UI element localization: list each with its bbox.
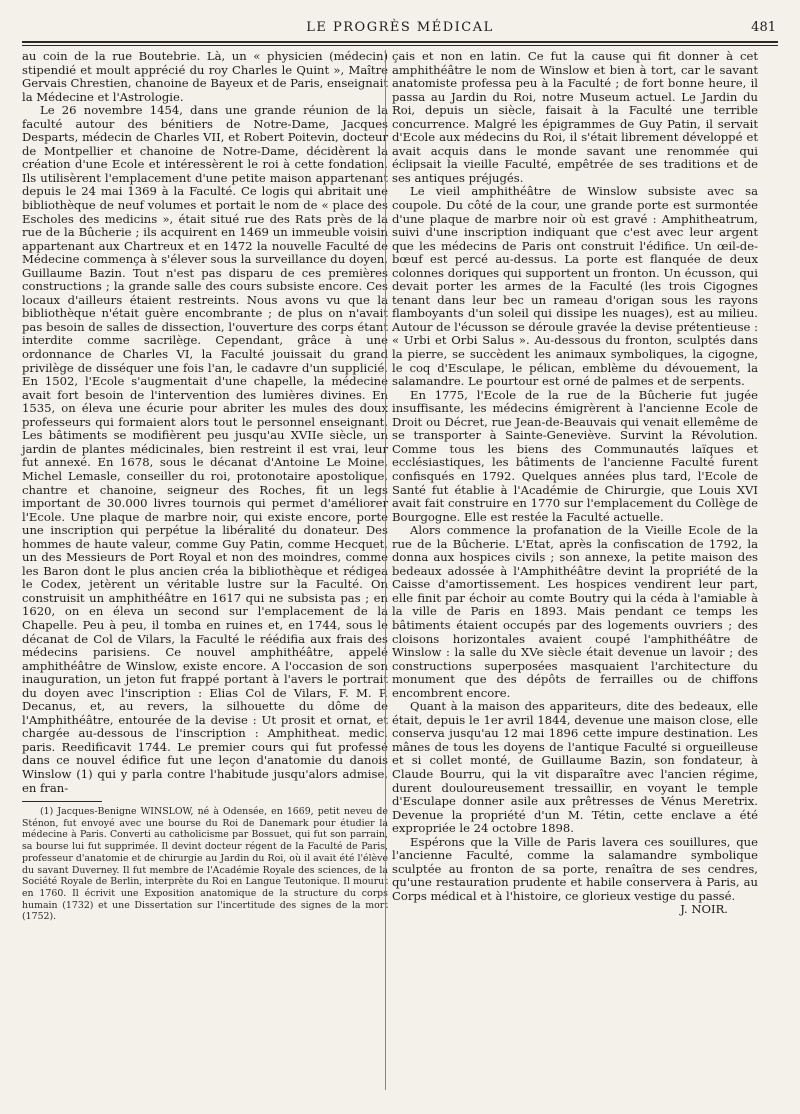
author-signature: J. NOIR. — [680, 902, 728, 917]
paragraph: Le 26 novembre 1454, dans une grande réunion de la faculté autour des bénitiers de Notre-Dame, Jacques Desparts, médecin de Charles VII, et Robert Poitevin, docteur de Montpellier et chanoine de Notre-Dame, décidèrent la création d'une Ecole et intéressèrent le roi à cette fondation. Ils utilisèrent l'emplacement d'une petite maison appartenant depuis le 24 mai 1369 à la Faculté. Ce logis qui abritait une bibliothèque de neuf volumes et portait le nom de « place des Escholes des medicins », était situé rue des Rats près de la rue de la Bûcherie ; ils acquirent en 1469 un immeuble voisin appartenant aux Chartreux et en 1472 la nouvelle Faculté de Médecine commença à s'élever sous la surveillance du doyen, Guillaume Bazin. Tout n'est pas disparu de ces premières constructions ; la grande salle des cours subsiste encore. Ces locaux d'ailleurs étaient restreints. Nous avons vu que la bibliothèque n'était guère encombrante ; de plus on n'avait pas besoin de salles de dissection, l'ouverture des corps étant interdite comme sacrilège. Cependant, grâce à une ordonnance de Charles VI, la Faculté jouissait du grand privilège de disséquer une fois l'an, le cadavre d'un supplicié. En 1502, l'Ecole s'augmentait d'une chapelle, la médecine avait fort besoin de l'intervention des lumières divines. En 1535, on éleva une écurie pour abriter les mules des doux professeurs qui formaient alors tout le personnel enseignant. Les bâtiments se modifièrent peu jusqu'au XVIIe siècle, un jardin de plantes médicinales, bien restreint il est vrai, leur fut annexé. En 1678, sous le décanat d'Antoine Le Moine, Michel Lemasle, conseiller du roi, protonotaire apostolique, chantre et chanoine, seigneur des Roches, fit un legs important de 30.000 livres tournois qui permet d'améliorer l'Ecole. Une plaque de marbre noir, qui existe encore, porte une inscription qui perpétue la libéralité du donateur. Des hommes de haute valeur, comme Guy Patin, comme Hecquet, un des Messieurs de Port Royal et non des moindres, comme les Baron dont le plus ancien créa la bibliothèque et rédigea le Codex, jetèrent un véritable lustre sur la Faculté. On construisit un amphithéâtre en 1617 qui ne subsista pas ; en 1620, on en éleva un second sur l'emplacement de la Chapelle. Peu à peu, il tomba en ruines et, en 1744, sous le décanat de Col de Vilars, la Faculté le réédifia aux frais des médecins parisiens. Ce nouvel amphithéâtre, appelé amphithéâtre de Winslow, existe encore. A l'occasion de son inauguration, un jeton fut frappé portant à l'avers le portrait du doyen avec l'inscription : Elias Col de Vilars, F. M. P. Decanus, et, au revers, la silhouette du dôme de l'Amphithéâtre, entourée de la devise : Ut prosit et ornat, et chargée au-dessous de l'inscription : Amphitheat. medic. paris. Reedificavit 1744. Le premier cours qui fut professé dans ce nouvel édifice fut une leçon d'anatomie du danois Winslow (1) qui y parla contre l'habitude jusqu'alors admise, en fran- — [22, 103, 388, 795]
header-rule-thin — [22, 45, 778, 46]
page-number: 481 — [751, 20, 776, 35]
paragraph: Le vieil amphithéâtre de Winslow subsiste avec sa coupole. Du côté de la cour, une grande porte est surmontée d'une plaque de marbre noir où est gravé : Amphitheatrum, suivi d'une inscription indiquant que c'est avec leur argent que les médecins de Paris ont construit l'édifice. Un œil-de-bœuf est percé au-dessus. La porte est flanquée de deux colonnes doriques qui supportent un fronton. Un écusson, qui devait porter les armes de la Faculté (les trois Cigognes tenant dans leur bec un rameau d'origan sous les rayons flamboyants d'un soleil qui dissipe les nuages), est au milieu. Autour de l'écusson se déroule gravée la devise prétentieuse : « Urbi et Orbi Salus ». Au-dessous du fronton, sculptés dans la pierre, se succèdent les animaux symboliques, la cigogne, le coq d'Esculape, le pélican, emblème du dévouement, la salamandre. Le pourtour est orné de palmes et de serpents. — [392, 184, 758, 389]
paragraph: çais et non en latin. Ce fut la cause qui fit donner à cet amphithéâtre le nom de Winslow et bien à tort, car le savant anatomiste professa peu à la Faculté ; de fort bonne heure, il passa au Jardin du Roi, notre Museum actuel. Le Jardin du Roi, depuis un siècle, faisait à la Faculté une terrible concurrence. Malgré les épigrammes de Guy Patin, il servait d'Ecole aux médecins du Roi, il s'était librement développé et avait acquis dans le monde savant une renommée qui éclipsait la vieille Faculté, empêtrée de ses traditions et de ses antiques préjugés. — [392, 49, 758, 185]
paragraph: Espérons que la Ville de Paris lavera ces souillures, que l'ancienne Faculté, comme la salamandre symbolique sculptée au fronton de sa porte, renaîtra de ses cendres, qu'une restauration prudente et habile conservera à Paris, au Corps médical et à l'histoire, ce glorieux vestige du passé. — [392, 834, 758, 903]
left-column — [22, 50, 388, 923]
header-rule-thick — [22, 41, 778, 43]
right-column — [392, 50, 758, 917]
running-head — [24, 20, 776, 42]
footnote: (1) Jacques-Benigne WINSLOW, né à Odensée, en 1669, petit neveu de Sténon, fut envoyé avec une bourse du Roi de Danemark pour étudier la médecine à Paris. Converti au catholicisme par Bossuet, qui fut son parrain, sa bourse lui fut supprimée. Il devint docteur régent de la Faculté de Paris, professeur d'anatomie et de chirurgie au Jardin du Roi, où il avait été l'élève du savant Duverney. Il fut membre de l'Académie Royale des sciences, de la Société Royale de Berlin, interprète du Roi en Langue Teutonique. Il mourut en 1760. Il écrivit une Exposition anatomique de la structure du corps humain (1732) et une Dissertation sur l'incertitude des signes de la mort (1752). — [22, 806, 388, 923]
journal-title: LE PROGRÈS MÉDICAL — [306, 20, 494, 35]
paragraph: Alors commence la profanation de la Vieille Ecole de la rue de la Bûcherie. L'Etat, après la confiscation de 1792, la donna aux hospices civils ; son annexe, la petite maison des bedeaux adossée à l'Amphithéâtre devint la propriété de la Caisse d'amortissement. Les hospices vendirent leur part, elle finit par échoir au comte Boutry qui la céda à l'amiable à la ville de Paris en 1893. Mais pendant ce temps les bâtiments étaient occupés par des logements ouvriers ; des cloisons horizontales avaient coupé l'amphithéâtre de Winslow : la salle du XVe siècle était devenue un lavoir ; des constructions superposées masquaient l'architecture du monument que des dépôts de ferrailles ou de chiffons encombrent encore. — [392, 523, 758, 700]
column-divider — [385, 50, 386, 1090]
paragraph: Quant à la maison des appariteurs, dite des bedeaux, elle était, depuis le 1er avril 1844, devenue une maison close, elle conserva jusqu'au 12 mai 1896 cette impure destination. Les mânes de tous les doyens de l'antique Faculté si orgueilleuse et si collet monté, de Guillaume Bazin, son fondateur, à Claude Bourru, qui la vit disparaître avec l'ancien régime, durent douloureusement tressaillir, en voyant le temple d'Esculape donner asile aux prêtresses de Vénus Meretrix. Devenue la propriété d'un M. Tétin, cette enclave a été expropriée le 24 octobre 1898. — [392, 699, 758, 836]
footnote-divider — [22, 801, 102, 802]
paragraph: au coin de la rue Boutebrie. Là, un « physicien (médecin) stipendié et moult apprécié du roy Charles le Quint », Maître Gervais Chrestien, chanoine de Bayeux et de Paris, enseignait la Médecine et l'Astrologie. — [22, 49, 388, 104]
paragraph: En 1775, l'Ecole de la rue de la Bûcherie fut jugée insuffisante, les médecins émigrèrent à l'ancienne Ecole de Droit ou Décret, rue Jean-de-Beauvais qui venait ellemême de se transporter à Sainte-Geneviève. Survint la Révolution. Comme tous les biens des Communautés laïques et ecclésiastiques, les bâtiments de l'ancienne Faculté furent confisqués en 1792. Quelques années plus tard, l'Ecole de Santé fut établie à l'Académie de Chirurgie, que Louis XVI avait fait construire en 1770 sur l'emplacement du Collège de Bourgogne. Elle est restée la Faculté actuelle. — [392, 387, 758, 524]
